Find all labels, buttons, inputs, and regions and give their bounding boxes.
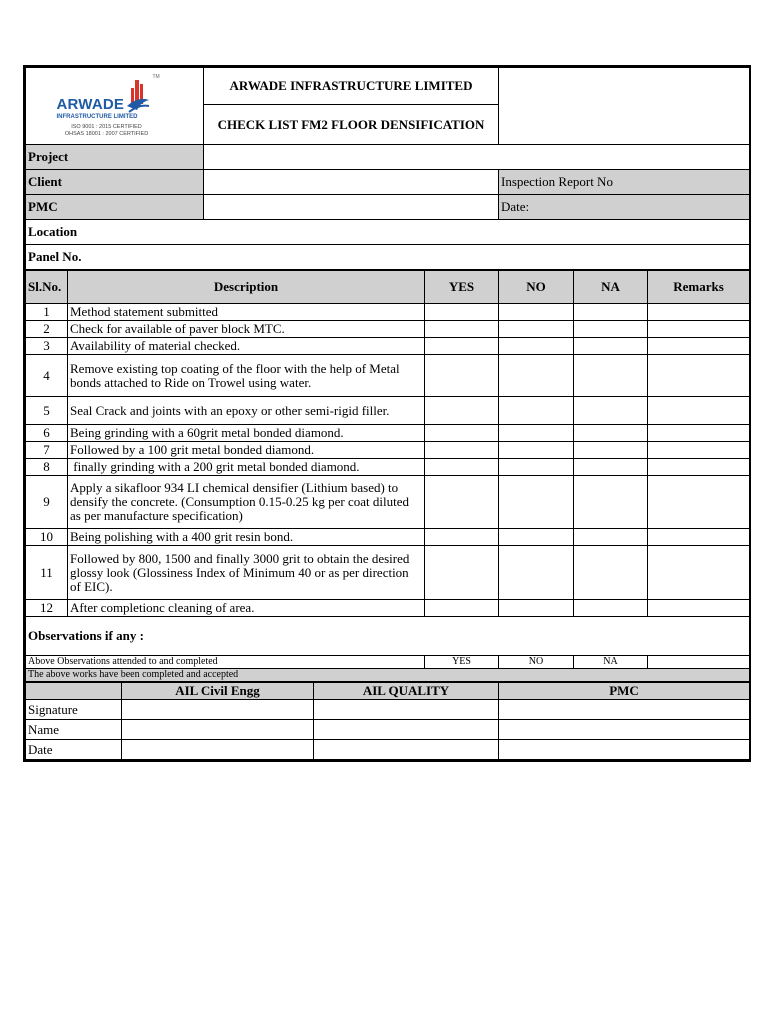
pmc-signature-cell[interactable] xyxy=(499,700,750,720)
na-cell[interactable] xyxy=(574,459,648,476)
item-number: 4 xyxy=(26,355,68,397)
na-cell[interactable] xyxy=(574,529,648,546)
remarks-cell[interactable] xyxy=(648,476,750,529)
no-cell[interactable] xyxy=(499,476,574,529)
remarks-cell[interactable] xyxy=(648,321,750,338)
yes-cell[interactable] xyxy=(425,442,499,459)
no-cell[interactable] xyxy=(499,397,574,425)
observations-yes[interactable]: YES xyxy=(425,656,499,669)
item-description: Availability of material checked. xyxy=(68,338,425,355)
item-number: 1 xyxy=(26,304,68,321)
no-cell[interactable] xyxy=(499,321,574,338)
yes-cell[interactable] xyxy=(425,338,499,355)
table-row xyxy=(26,321,750,338)
item-description: After completionc cleaning of area. xyxy=(68,600,425,617)
na-cell[interactable] xyxy=(574,442,648,459)
na-cell[interactable] xyxy=(574,546,648,600)
project-label: Project xyxy=(26,145,204,170)
table-row xyxy=(26,304,750,321)
na-cell[interactable] xyxy=(574,425,648,442)
no-cell[interactable] xyxy=(499,600,574,617)
observations-na[interactable]: NA xyxy=(574,656,648,669)
civil-signature-cell[interactable] xyxy=(122,700,314,720)
logo-building-icon xyxy=(125,78,151,116)
civil-engg-header: AIL Civil Engg xyxy=(122,682,314,700)
remarks-cell[interactable] xyxy=(648,529,750,546)
logo-subtitle: INFRASTRUCTURE LIMITED xyxy=(56,114,138,120)
no-cell[interactable] xyxy=(499,546,574,600)
yes-cell[interactable] xyxy=(425,459,499,476)
table-row xyxy=(26,546,750,600)
pmc-name-cell[interactable] xyxy=(499,720,750,740)
yes-cell[interactable] xyxy=(425,397,499,425)
table-row xyxy=(26,442,750,459)
item-description: Followed by 800, 1500 and finally 3000 grit to obtain the desired glossy look (Glossiness Index of Minimum 40 or as per direction of EIC). xyxy=(68,546,425,600)
table-row xyxy=(26,397,750,425)
quality-name-cell[interactable] xyxy=(314,720,499,740)
observations-remarks[interactable] xyxy=(648,656,750,669)
na-cell[interactable] xyxy=(574,355,648,397)
yes-cell[interactable] xyxy=(425,321,499,338)
yes-cell[interactable] xyxy=(425,425,499,442)
pmc-signoff-header: PMC xyxy=(499,682,750,700)
item-description: Being grinding with a 60grit metal bonded diamond. xyxy=(68,425,425,442)
pmc-label: PMC xyxy=(26,195,204,220)
na-cell[interactable] xyxy=(574,304,648,321)
description-header: Description xyxy=(68,270,425,304)
table-row xyxy=(26,425,750,442)
na-cell[interactable] xyxy=(574,321,648,338)
company-name: ARWADE INFRASTRUCTURE LIMITED xyxy=(204,68,499,105)
company-logo xyxy=(55,72,175,140)
observations-no[interactable]: NO xyxy=(499,656,574,669)
item-number: 3 xyxy=(26,338,68,355)
na-cell[interactable] xyxy=(574,600,648,617)
header-blank-cell xyxy=(499,68,750,145)
item-description: Followed by a 100 grit metal bonded diamond. xyxy=(68,442,425,459)
client-field[interactable] xyxy=(204,170,499,195)
na-cell[interactable] xyxy=(574,338,648,355)
logo-ohsas-cert: OHSAS 18001 : 2007 CERTIFIED xyxy=(64,131,149,137)
yes-cell[interactable] xyxy=(425,304,499,321)
table-row xyxy=(26,459,750,476)
no-cell[interactable] xyxy=(499,304,574,321)
civil-date-cell[interactable] xyxy=(122,740,314,760)
na-cell[interactable] xyxy=(574,476,648,529)
table-row xyxy=(26,529,750,546)
table-row xyxy=(26,355,750,397)
item-number: 5 xyxy=(26,397,68,425)
no-cell[interactable] xyxy=(499,355,574,397)
item-number: 12 xyxy=(26,600,68,617)
no-header: NO xyxy=(499,270,574,304)
remarks-cell[interactable] xyxy=(648,304,750,321)
item-number: 7 xyxy=(26,442,68,459)
item-number: 2 xyxy=(26,321,68,338)
remarks-cell[interactable] xyxy=(648,338,750,355)
item-description: Apply a sikafloor 934 LI chemical densifier (Lithium based) to densify the concrete. (Consumption 0.15-0.25 kg per coat diluted as per manufacture specification) xyxy=(68,476,425,529)
remarks-cell[interactable] xyxy=(648,600,750,617)
logo-name: ARWADE xyxy=(56,96,125,113)
trademark-mark: TM xyxy=(152,74,160,80)
no-cell[interactable] xyxy=(499,425,574,442)
remarks-cell[interactable] xyxy=(648,459,750,476)
yes-cell[interactable] xyxy=(425,355,499,397)
client-label: Client xyxy=(26,170,204,195)
quality-signature-cell[interactable] xyxy=(314,700,499,720)
quality-date-cell[interactable] xyxy=(314,740,499,760)
item-description: Being polishing with a 400 grit resin bond. xyxy=(68,529,425,546)
no-cell[interactable] xyxy=(499,459,574,476)
yes-cell[interactable] xyxy=(425,529,499,546)
name-label: Name xyxy=(26,720,122,740)
item-number: 11 xyxy=(26,546,68,600)
remarks-cell[interactable] xyxy=(648,355,750,397)
signoff-blank-header xyxy=(26,682,122,700)
remarks-cell[interactable] xyxy=(648,397,750,425)
slno-header: Sl.No. xyxy=(26,270,68,304)
date-row-label: Date xyxy=(26,740,122,760)
checklist-table xyxy=(25,67,750,760)
item-description: Remove existing top coating of the floor with the help of Metal bonds attached to Ride on Trowel using water. xyxy=(68,355,425,397)
no-cell[interactable] xyxy=(499,338,574,355)
table-row xyxy=(26,600,750,617)
item-number: 6 xyxy=(26,425,68,442)
remarks-cell[interactable] xyxy=(648,425,750,442)
item-number: 10 xyxy=(26,529,68,546)
observations-attended-label: Above Observations attended to and completed xyxy=(26,656,425,669)
panel-no-label: Panel No. xyxy=(26,245,750,271)
civil-name-cell[interactable] xyxy=(122,720,314,740)
table-row xyxy=(26,338,750,355)
quality-header: AIL QUALITY xyxy=(314,682,499,700)
no-cell[interactable] xyxy=(499,442,574,459)
location-label: Location xyxy=(26,220,750,245)
item-description: Check for available of paver block MTC. xyxy=(68,321,425,338)
item-description: Method statement submitted xyxy=(68,304,425,321)
remarks-header: Remarks xyxy=(648,270,750,304)
checklist-sheet xyxy=(23,65,751,762)
yes-cell[interactable] xyxy=(425,546,499,600)
na-header: NA xyxy=(574,270,648,304)
item-number: 9 xyxy=(26,476,68,529)
page-title: CHECK LIST FM2 FLOOR DENSIFICATION xyxy=(204,105,499,145)
item-description: Seal Crack and joints with an epoxy or other semi-rigid filler. xyxy=(68,397,425,425)
pmc-field[interactable] xyxy=(204,195,499,220)
remarks-cell[interactable] xyxy=(648,442,750,459)
signature-label: Signature xyxy=(26,700,122,720)
observations-heading: Observations if any : xyxy=(26,617,750,656)
yes-cell[interactable] xyxy=(425,600,499,617)
project-field[interactable] xyxy=(204,145,750,170)
works-accepted-label: The above works have been completed and accepted xyxy=(26,669,750,683)
yes-cell[interactable] xyxy=(425,476,499,529)
na-cell[interactable] xyxy=(574,397,648,425)
pmc-date-cell[interactable] xyxy=(499,740,750,760)
item-description: finally grinding with a 200 grit metal bonded diamond. xyxy=(68,459,425,476)
date-label: Date: xyxy=(499,195,750,220)
table-row xyxy=(26,476,750,529)
logo-cell xyxy=(26,68,204,145)
remarks-cell[interactable] xyxy=(648,546,750,600)
item-number: 8 xyxy=(26,459,68,476)
yes-header: YES xyxy=(425,270,499,304)
logo-iso-cert: ISO 9001 : 2015 CERTIFIED xyxy=(71,124,142,130)
no-cell[interactable] xyxy=(499,529,574,546)
inspection-report-label: Inspection Report No xyxy=(499,170,750,195)
